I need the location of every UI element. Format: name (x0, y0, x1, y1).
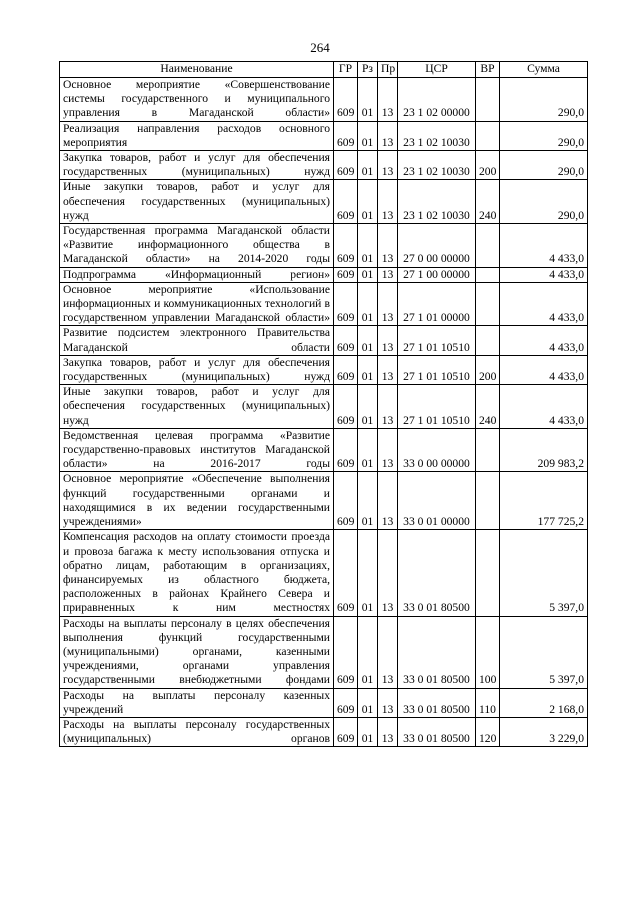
row-name: Государственная программа Магаданской области «Развитие информационного общества в Магаданской области» на 2014-2020 годы (60, 224, 334, 268)
table-row (60, 151, 588, 180)
row-sum: 209 983,2 (500, 428, 588, 472)
row-gr: 609 (334, 224, 358, 268)
row-vr (476, 428, 500, 472)
row-sum: 2 168,0 (500, 688, 588, 717)
row-rz: 01 (358, 355, 378, 384)
row-csr: 27 1 01 10510 (398, 355, 476, 384)
row-pr: 13 (378, 428, 398, 472)
row-rz: 01 (358, 121, 378, 150)
row-pr: 13 (378, 121, 398, 150)
row-csr: 33 0 01 80500 (398, 717, 476, 746)
header-rz: Рз (358, 62, 378, 78)
row-csr: 27 1 00 00000 (398, 267, 476, 282)
row-pr: 13 (378, 78, 398, 122)
row-csr: 33 0 00 00000 (398, 428, 476, 472)
row-gr: 609 (334, 717, 358, 746)
header-sum: Сумма (500, 62, 588, 78)
row-rz: 01 (358, 428, 378, 472)
row-rz: 01 (358, 267, 378, 282)
row-gr: 609 (334, 151, 358, 180)
row-csr: 27 0 00 00000 (398, 224, 476, 268)
row-csr: 23 1 02 10030 (398, 180, 476, 224)
header-pr: Пр (378, 62, 398, 78)
row-vr (476, 224, 500, 268)
row-gr: 609 (334, 180, 358, 224)
row-sum: 4 433,0 (500, 385, 588, 429)
row-pr: 13 (378, 326, 398, 355)
row-rz: 01 (358, 472, 378, 530)
row-rz: 01 (358, 326, 378, 355)
row-gr: 609 (334, 472, 358, 530)
row-pr: 13 (378, 472, 398, 530)
row-gr: 609 (334, 688, 358, 717)
row-csr: 33 0 01 80500 (398, 688, 476, 717)
table-row (60, 180, 588, 224)
row-name: Ведомственная целевая программа «Развитие государственно-правовых институтов Магаданской области» на 2016-2017 годы (60, 428, 334, 472)
row-name: Расходы на выплаты персоналу казенных учреждений (60, 688, 334, 717)
table-row (60, 428, 588, 472)
row-name: Закупка товаров, работ и услуг для обеспечения государственных (муниципальных) нужд (60, 151, 334, 180)
row-pr: 13 (378, 151, 398, 180)
table-row (60, 78, 588, 122)
row-vr: 110 (476, 688, 500, 717)
row-sum: 5 397,0 (500, 530, 588, 616)
row-pr: 13 (378, 355, 398, 384)
row-vr (476, 267, 500, 282)
row-csr: 27 1 01 10510 (398, 326, 476, 355)
row-vr (476, 530, 500, 616)
row-csr: 27 1 01 00000 (398, 282, 476, 326)
table-row (60, 267, 588, 282)
row-vr: 240 (476, 180, 500, 224)
row-gr: 609 (334, 282, 358, 326)
row-csr: 33 0 01 80500 (398, 530, 476, 616)
row-sum: 4 433,0 (500, 326, 588, 355)
row-name: Основное мероприятие «Совершенствование системы государственного и муниципального управления в Магаданской области» (60, 78, 334, 122)
row-rz: 01 (358, 78, 378, 122)
row-rz: 01 (358, 282, 378, 326)
table-row (60, 472, 588, 530)
table-row (60, 224, 588, 268)
row-name: Расходы на выплаты персоналу в целях обеспечения выполнения функций государственными (муниципальными) органами, казенными учреждениями, органами управления государственными внебюджетными фондами (60, 616, 334, 688)
table-body (60, 78, 588, 747)
row-csr: 33 0 01 80500 (398, 616, 476, 688)
table-row (60, 688, 588, 717)
row-pr: 13 (378, 267, 398, 282)
row-pr: 13 (378, 530, 398, 616)
header-row (60, 62, 588, 78)
row-gr: 609 (334, 78, 358, 122)
row-gr: 609 (334, 385, 358, 429)
header-csr: ЦСР (398, 62, 476, 78)
row-sum: 290,0 (500, 151, 588, 180)
row-rz: 01 (358, 717, 378, 746)
row-sum: 3 229,0 (500, 717, 588, 746)
row-csr: 23 1 02 10030 (398, 151, 476, 180)
row-sum: 290,0 (500, 78, 588, 122)
table-row (60, 355, 588, 384)
page-number: 264 (310, 40, 330, 55)
row-gr: 609 (334, 616, 358, 688)
row-name: Основное мероприятие «Использование информационных и коммуникационных технологий в государственном управлении Магаданской области» (60, 282, 334, 326)
row-vr: 200 (476, 355, 500, 384)
row-sum: 4 433,0 (500, 224, 588, 268)
row-gr: 609 (334, 267, 358, 282)
row-csr: 33 0 01 00000 (398, 472, 476, 530)
row-sum: 290,0 (500, 121, 588, 150)
table-row (60, 616, 588, 688)
header-gr: ГР (334, 62, 358, 78)
row-rz: 01 (358, 151, 378, 180)
row-sum: 5 397,0 (500, 616, 588, 688)
row-gr: 609 (334, 121, 358, 150)
row-rz: 01 (358, 530, 378, 616)
row-name: Иные закупки товаров, работ и услуг для обеспечения государственных (муниципальных) нужд (60, 180, 334, 224)
row-sum: 4 433,0 (500, 355, 588, 384)
row-name: Основное мероприятие «Обеспечение выполнения функций государственными органами и находящимися в их ведении государственными учреждениями» (60, 472, 334, 530)
row-name: Расходы на выплаты персоналу государственных (муниципальных) органов (60, 717, 334, 746)
row-vr: 100 (476, 616, 500, 688)
row-vr (476, 326, 500, 355)
row-gr: 609 (334, 326, 358, 355)
row-pr: 13 (378, 224, 398, 268)
header-name: Наименование (60, 62, 334, 78)
table-row (60, 717, 588, 746)
row-rz: 01 (358, 385, 378, 429)
row-pr: 13 (378, 282, 398, 326)
row-gr: 609 (334, 428, 358, 472)
row-gr: 609 (334, 355, 358, 384)
row-vr (476, 282, 500, 326)
row-name: Закупка товаров, работ и услуг для обеспечения государственных (муниципальных) нужд (60, 355, 334, 384)
row-pr: 13 (378, 717, 398, 746)
row-vr: 200 (476, 151, 500, 180)
row-pr: 13 (378, 385, 398, 429)
row-name: Подпрограмма «Информационный регион» (60, 267, 334, 282)
row-rz: 01 (358, 688, 378, 717)
row-csr: 23 1 02 00000 (398, 78, 476, 122)
table-row (60, 530, 588, 616)
row-gr: 609 (334, 530, 358, 616)
row-vr: 120 (476, 717, 500, 746)
row-csr: 27 1 01 10510 (398, 385, 476, 429)
row-rz: 01 (358, 224, 378, 268)
table-row (60, 385, 588, 429)
table-row (60, 121, 588, 150)
table-row (60, 282, 588, 326)
row-name: Реализация направления расходов основного мероприятия (60, 121, 334, 150)
row-pr: 13 (378, 688, 398, 717)
row-vr (476, 121, 500, 150)
table-row (60, 326, 588, 355)
row-rz: 01 (358, 616, 378, 688)
row-name: Развитие подсистем электронного Правительства Магаданской области (60, 326, 334, 355)
row-pr: 13 (378, 180, 398, 224)
row-sum: 177 725,2 (500, 472, 588, 530)
row-name: Компенсация расходов на оплату стоимости проезда и провоза багажа к месту использования отпуска и обратно лицам, работающим в организациях, финансируемых из областного бюджета, расположенных в районах Крайнего Севера и приравненных к ним местностях (60, 530, 334, 616)
row-vr (476, 78, 500, 122)
row-vr: 240 (476, 385, 500, 429)
row-sum: 290,0 (500, 180, 588, 224)
row-name: Иные закупки товаров, работ и услуг для обеспечения государственных (муниципальных) нужд (60, 385, 334, 429)
row-sum: 4 433,0 (500, 267, 588, 282)
row-vr (476, 472, 500, 530)
header-vr: ВР (476, 62, 500, 78)
row-sum: 4 433,0 (500, 282, 588, 326)
row-rz: 01 (358, 180, 378, 224)
row-pr: 13 (378, 616, 398, 688)
budget-table (59, 61, 588, 747)
row-csr: 23 1 02 10030 (398, 121, 476, 150)
